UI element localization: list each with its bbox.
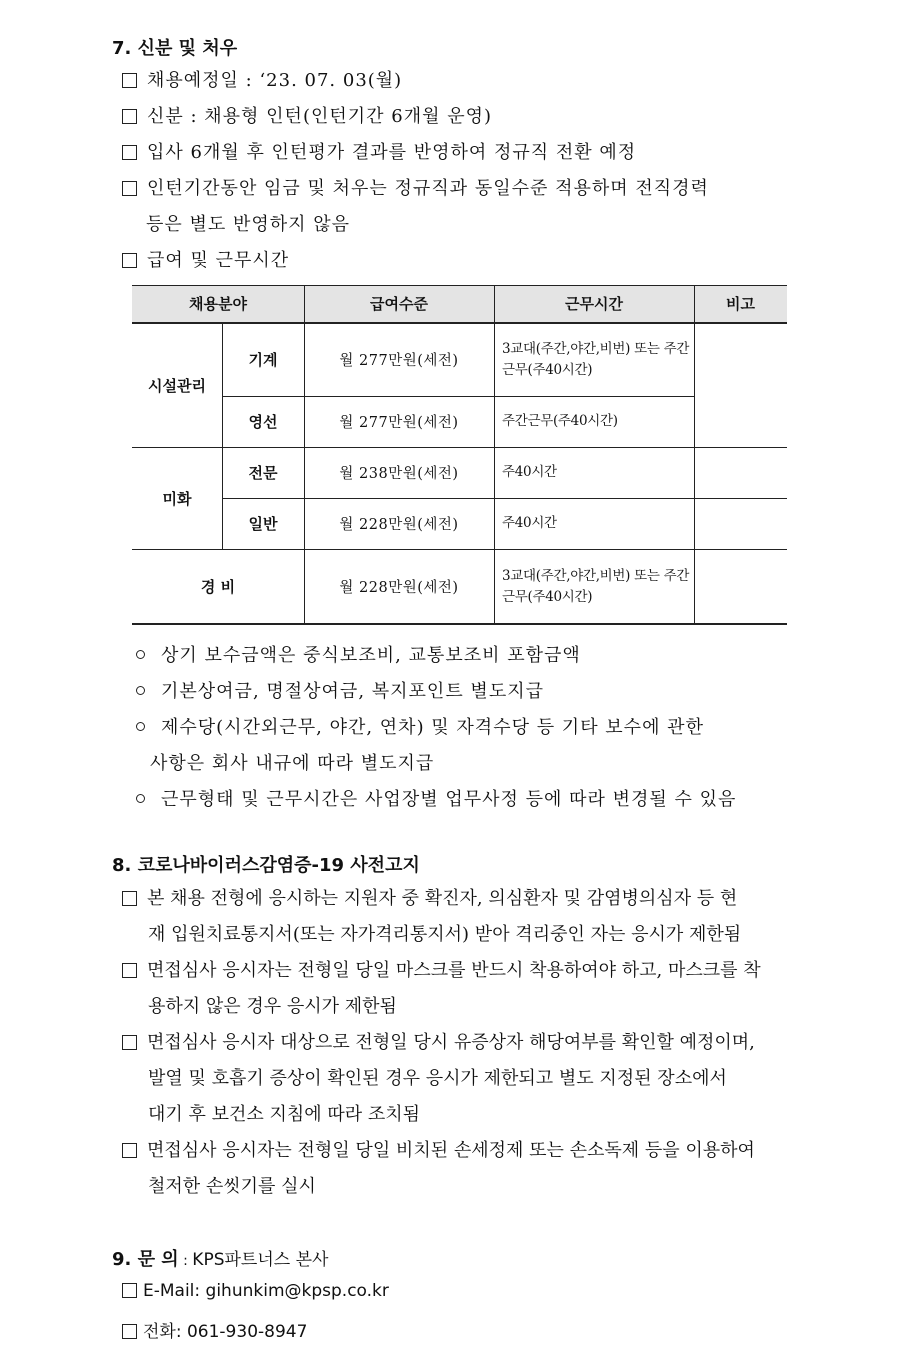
- checkbox-icon: [122, 963, 137, 978]
- table-cell-hours: 주간근무(주40시간): [502, 413, 618, 429]
- section-7-title: 7. 신분 및 처우: [112, 38, 238, 59]
- covid-item-cont: 대기 후 보건소 지침에 따라 조치됨: [148, 1104, 421, 1125]
- covid-item-cont: 발열 및 호흡기 증상이 확인된 경우 응시가 제한되고 별도 지정된 장소에서: [148, 1068, 727, 1089]
- table-cell-pay: 월 228만원(세전): [339, 580, 459, 596]
- header-pay: 급여수준: [370, 295, 428, 313]
- covid-item-cont: 재 입원치료통지서(또는 자가격리통지서) 받아 격리중인 자는 응시가 제한됨: [148, 924, 742, 945]
- list-item-pay-hours: 급여 및 근무시간: [122, 246, 289, 272]
- list-item-intern-wage: 인턴기간동안 임금 및 처우는 정규직과 동일수준 적용하며 전직경력: [122, 174, 709, 200]
- contact-email: E-Mail: gihunkim@kpsp.co.kr: [122, 1281, 389, 1301]
- covid-item: 본 채용 전형에 응시하는 지원자 중 확진자, 의심환자 및 감염병의심자 등 현: [122, 884, 737, 910]
- checkbox-icon: [122, 73, 137, 88]
- group-security: 경 비: [200, 578, 236, 596]
- header-hours: 근무시간: [565, 295, 623, 313]
- pay-hours-table: [132, 285, 787, 625]
- table-cell-pay: 월 277만원(세전): [339, 415, 459, 431]
- covid-item: 면접심사 응시자 대상으로 전형일 당시 유증상자 해당여부를 확인할 예정이며,: [122, 1028, 755, 1054]
- table-cell-hours: 주40시간: [502, 515, 557, 531]
- table-cell-sub: 기계: [248, 351, 278, 369]
- covid-item-cont: 철저한 손씻기를 실시: [148, 1176, 316, 1197]
- covid-item: 면접심사 응시자는 전형일 당일 비치된 손세정제 또는 손소독제 등을 이용하여: [122, 1136, 755, 1162]
- table-cell-pay: 월 228만원(세전): [339, 517, 459, 533]
- group-facility: 시설관리: [148, 376, 206, 395]
- contact-org: KPS파트너스 본사: [192, 1250, 329, 1270]
- covid-item-cont: 용하지 않은 경우 응시가 제한됨: [148, 996, 397, 1017]
- group-cleaning: 미화: [162, 489, 192, 508]
- rule: [694, 285, 695, 625]
- note-item-cont: 사항은 회사 내규에 따라 별도지급: [150, 753, 435, 774]
- table-cell-sub: 일반: [248, 515, 278, 533]
- note-item: 기본상여금, 명절상여금, 복지포인트 별도지급: [136, 677, 544, 703]
- header-field: 채용분야: [189, 295, 247, 313]
- checkbox-icon: [122, 1143, 137, 1158]
- section-9-title-row: [112, 1245, 328, 1271]
- bullet-circle-icon: [136, 650, 145, 659]
- bullet-circle-icon: [136, 722, 145, 731]
- list-item-hire-date: 채용예정일 : ‘23. 07. 03(월): [122, 66, 402, 92]
- checkbox-icon: [122, 1035, 137, 1050]
- rule: [132, 285, 787, 286]
- list-item-status: 신분 : 채용형 인턴(인턴기간 6개월 운영): [122, 102, 492, 128]
- checkbox-icon: [122, 181, 137, 196]
- list-item-intern-wage-cont: 등은 별도 반영하지 않음: [146, 214, 351, 235]
- checkbox-icon: [122, 1324, 137, 1339]
- header-note: 비고: [726, 295, 755, 313]
- covid-item: 면접심사 응시자는 전형일 당일 마스크를 반드시 착용하여야 하고, 마스크를 착: [122, 956, 761, 982]
- section-8-title: 8. 코로나바이러스감염증-19 사전고지: [112, 855, 420, 876]
- table-cell-pay: 월 238만원(세전): [339, 466, 459, 482]
- checkbox-icon: [122, 1283, 137, 1298]
- list-item-conversion: 입사 6개월 후 인턴평가 결과를 반영하여 정규직 전환 예정: [122, 138, 636, 164]
- bullet-circle-icon: [136, 794, 145, 803]
- table-cell-hours: 3교대(주간,야간,비번) 또는 주간근무(주40시간): [502, 340, 690, 378]
- note-item: 상기 보수금액은 중식보조비, 교통보조비 포함금액: [136, 641, 581, 667]
- note-item: 근무형태 및 근무시간은 사업장별 업무사정 등에 따라 변경될 수 있음: [136, 785, 736, 811]
- table-cell-sub: 전문: [248, 464, 278, 482]
- checkbox-icon: [122, 891, 137, 906]
- table-cell-hours: 3교대(주간,야간,비번) 또는 주간근무(주40시간): [502, 567, 690, 605]
- contact-phone: 전화: 061-930-8947: [122, 1317, 307, 1342]
- table-cell-sub: 영선: [248, 413, 278, 431]
- bullet-circle-icon: [136, 686, 145, 695]
- table-cell-pay: 월 277만원(세전): [339, 353, 459, 369]
- contact-sep: :: [178, 1253, 193, 1269]
- section-9-title: 9. 문 의: [112, 1249, 179, 1270]
- checkbox-icon: [122, 109, 137, 124]
- checkbox-icon: [122, 145, 137, 160]
- table-cell-hours: 주40시간: [502, 464, 557, 480]
- checkbox-icon: [122, 253, 137, 268]
- note-item: 제수당(시간외근무, 야간, 연차) 및 자격수당 등 기타 보수에 관한: [136, 713, 704, 739]
